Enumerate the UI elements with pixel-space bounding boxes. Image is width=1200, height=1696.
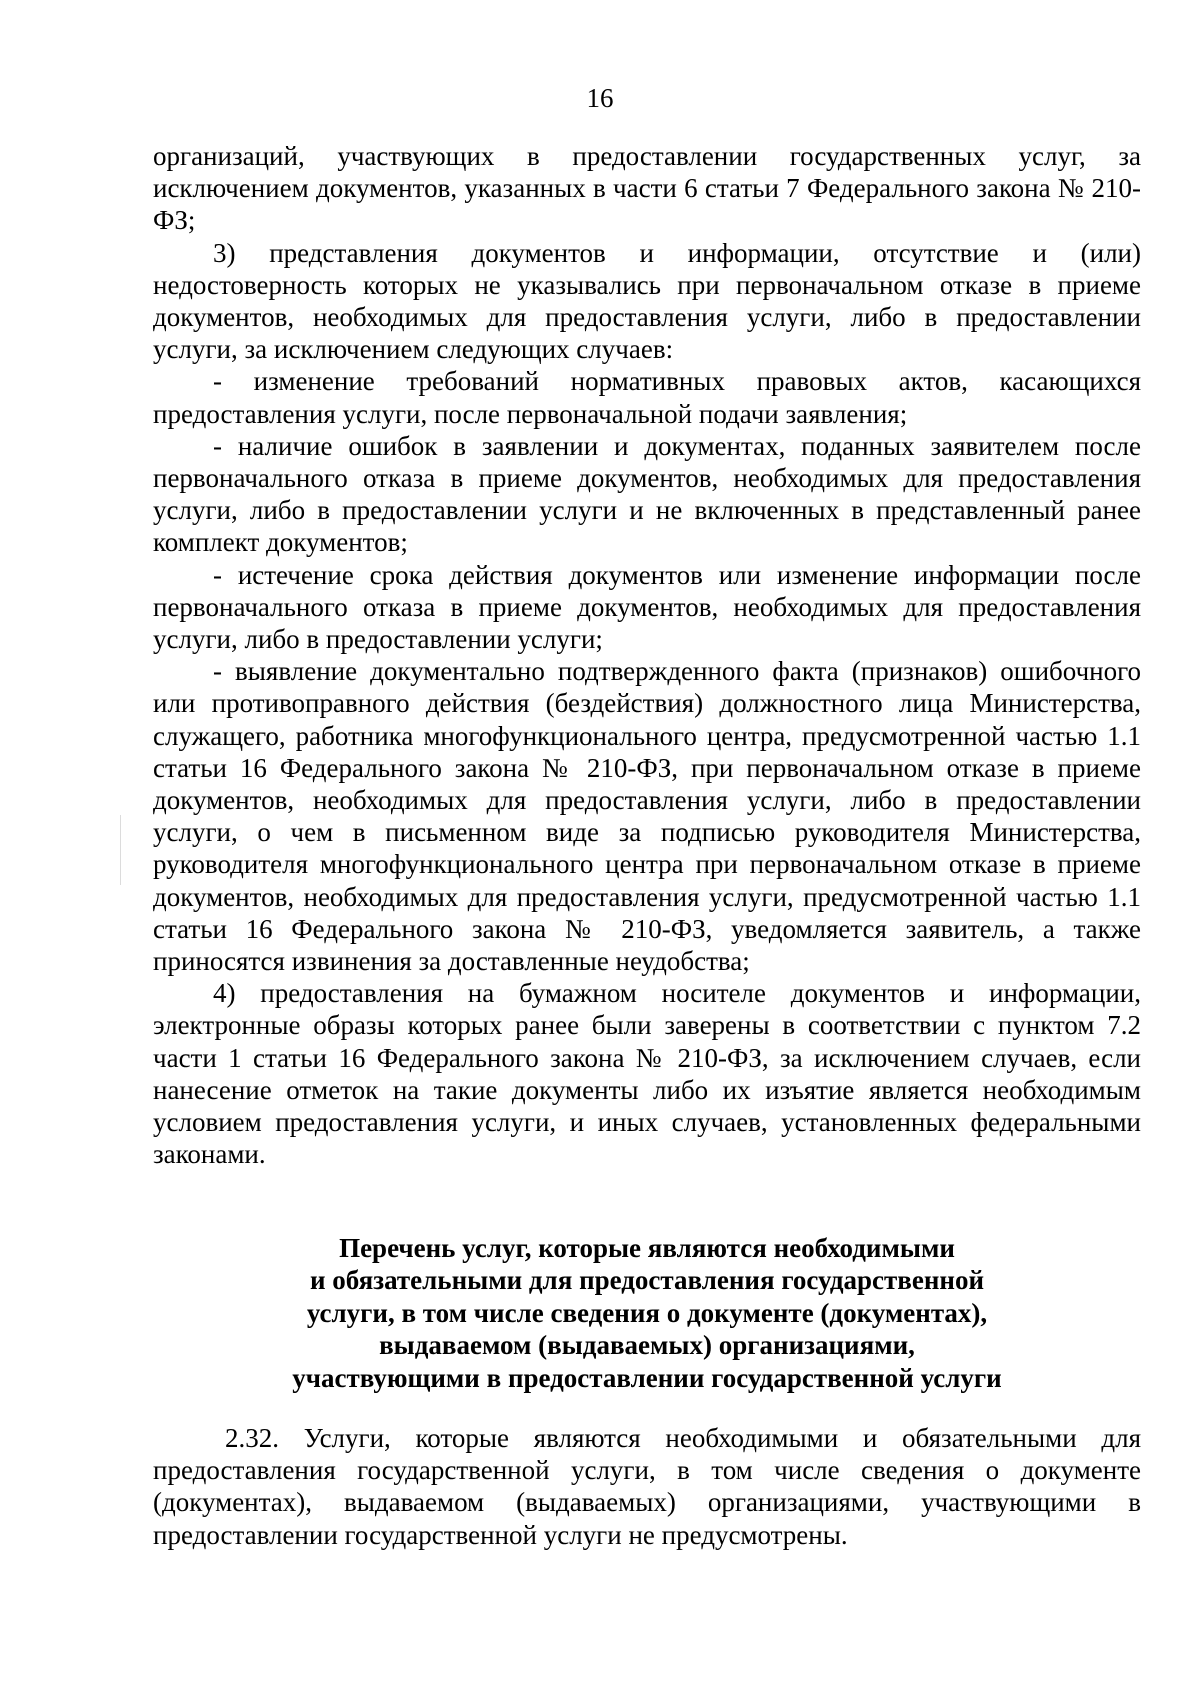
section-heading-line: выдаваемом (выдаваемых) организациями, bbox=[379, 1330, 915, 1361]
page-number: 16 bbox=[586, 83, 614, 113]
list-item-expiration: - истечение срока действия документов или изменение информации после первоначального отказа в приеме документов, необходимых для предоставления услуги, либо в предоставлении услуги; bbox=[153, 559, 1141, 655]
final-text bbox=[153, 1422, 1141, 1551]
scan-margin-mark bbox=[120, 815, 121, 885]
list-item-violation: - выявление документально подтвержденного факта (признаков) ошибочного или противоправного действия (бездействия) должностного лица Министерства, служащего, работника многофункционального центра, предусмотренной частью 1.1 статьи 16 Федерального закона № 210-ФЗ, при первоначальном отказе в приеме документов, необходимых для предоставления услуги, либо в предоставлении услуги, о чем в письменном виде за подписью руководителя Министерства, руководителя многофункционального центра при первоначальном отказе в приеме документов, необходимых для предоставления услуги, предусмотренной частью 1.1 статьи 16 Федерального закона № 210-ФЗ, уведомляется заявитель, а также приносятся извинения за доставленные неудобства; bbox=[153, 656, 1141, 977]
section-heading-line: и обязательными для предоставления государственной bbox=[310, 1265, 984, 1296]
body-text bbox=[153, 140, 1141, 1171]
list-item-requirements-change: - изменение требований нормативных правовых актов, касающихся предоставления услуги, после первоначальной подачи заявления; bbox=[153, 366, 1141, 429]
section-heading-line: участвующими в предоставлении государственной услуги bbox=[292, 1362, 1002, 1393]
section-heading bbox=[153, 1232, 1141, 1394]
section-heading-line: Перечень услуг, которые являются необходимыми bbox=[339, 1233, 955, 1263]
paragraph-2-32: 2.32. Услуги, которые являются необходимыми и обязательными для предоставления государственной услуги, в том числе сведения о документе (документах), выдаваемом (выдаваемых) организациями, участвующими в предоставлении государственной услуги не предусмотрены. bbox=[153, 1423, 1141, 1550]
paragraph-continuation: организаций, участвующих в предоставлении государственных услуг, за исключением документов, указанных в части 6 статьи 7 Федерального закона № 210-ФЗ; bbox=[153, 141, 1141, 236]
list-item-errors: - наличие ошибок в заявлении и документах, поданных заявителем после первоначального отказа в приеме документов, необходимых для предоставления услуги, либо в предоставлении услуги и не включенных в представленный ранее комплект документов; bbox=[153, 430, 1141, 558]
paragraph-item-4: 4) предоставления на бумажном носителе документов и информации, электронные образы которых ранее были заверены в соответствии с пунктом 7.2 части 1 статьи 16 Федерального закона № 210-ФЗ, за исключением случаев, если нанесение отметок на такие документы либо их изъятие является необходимым условием предоставления услуги, и иных случаев, установленных федеральными законами. bbox=[153, 978, 1141, 1170]
paragraph-item-3: 3) представления документов и информации, отсутствие и (или) недостоверность которых не указывались при первоначальном отказе в приеме документов, необходимых для предоставления услуги, либо в предоставлении услуги, за исключением следующих случаев: bbox=[153, 237, 1141, 365]
section-heading-line: услуги, в том числе сведения о документе (документах), bbox=[306, 1297, 988, 1328]
